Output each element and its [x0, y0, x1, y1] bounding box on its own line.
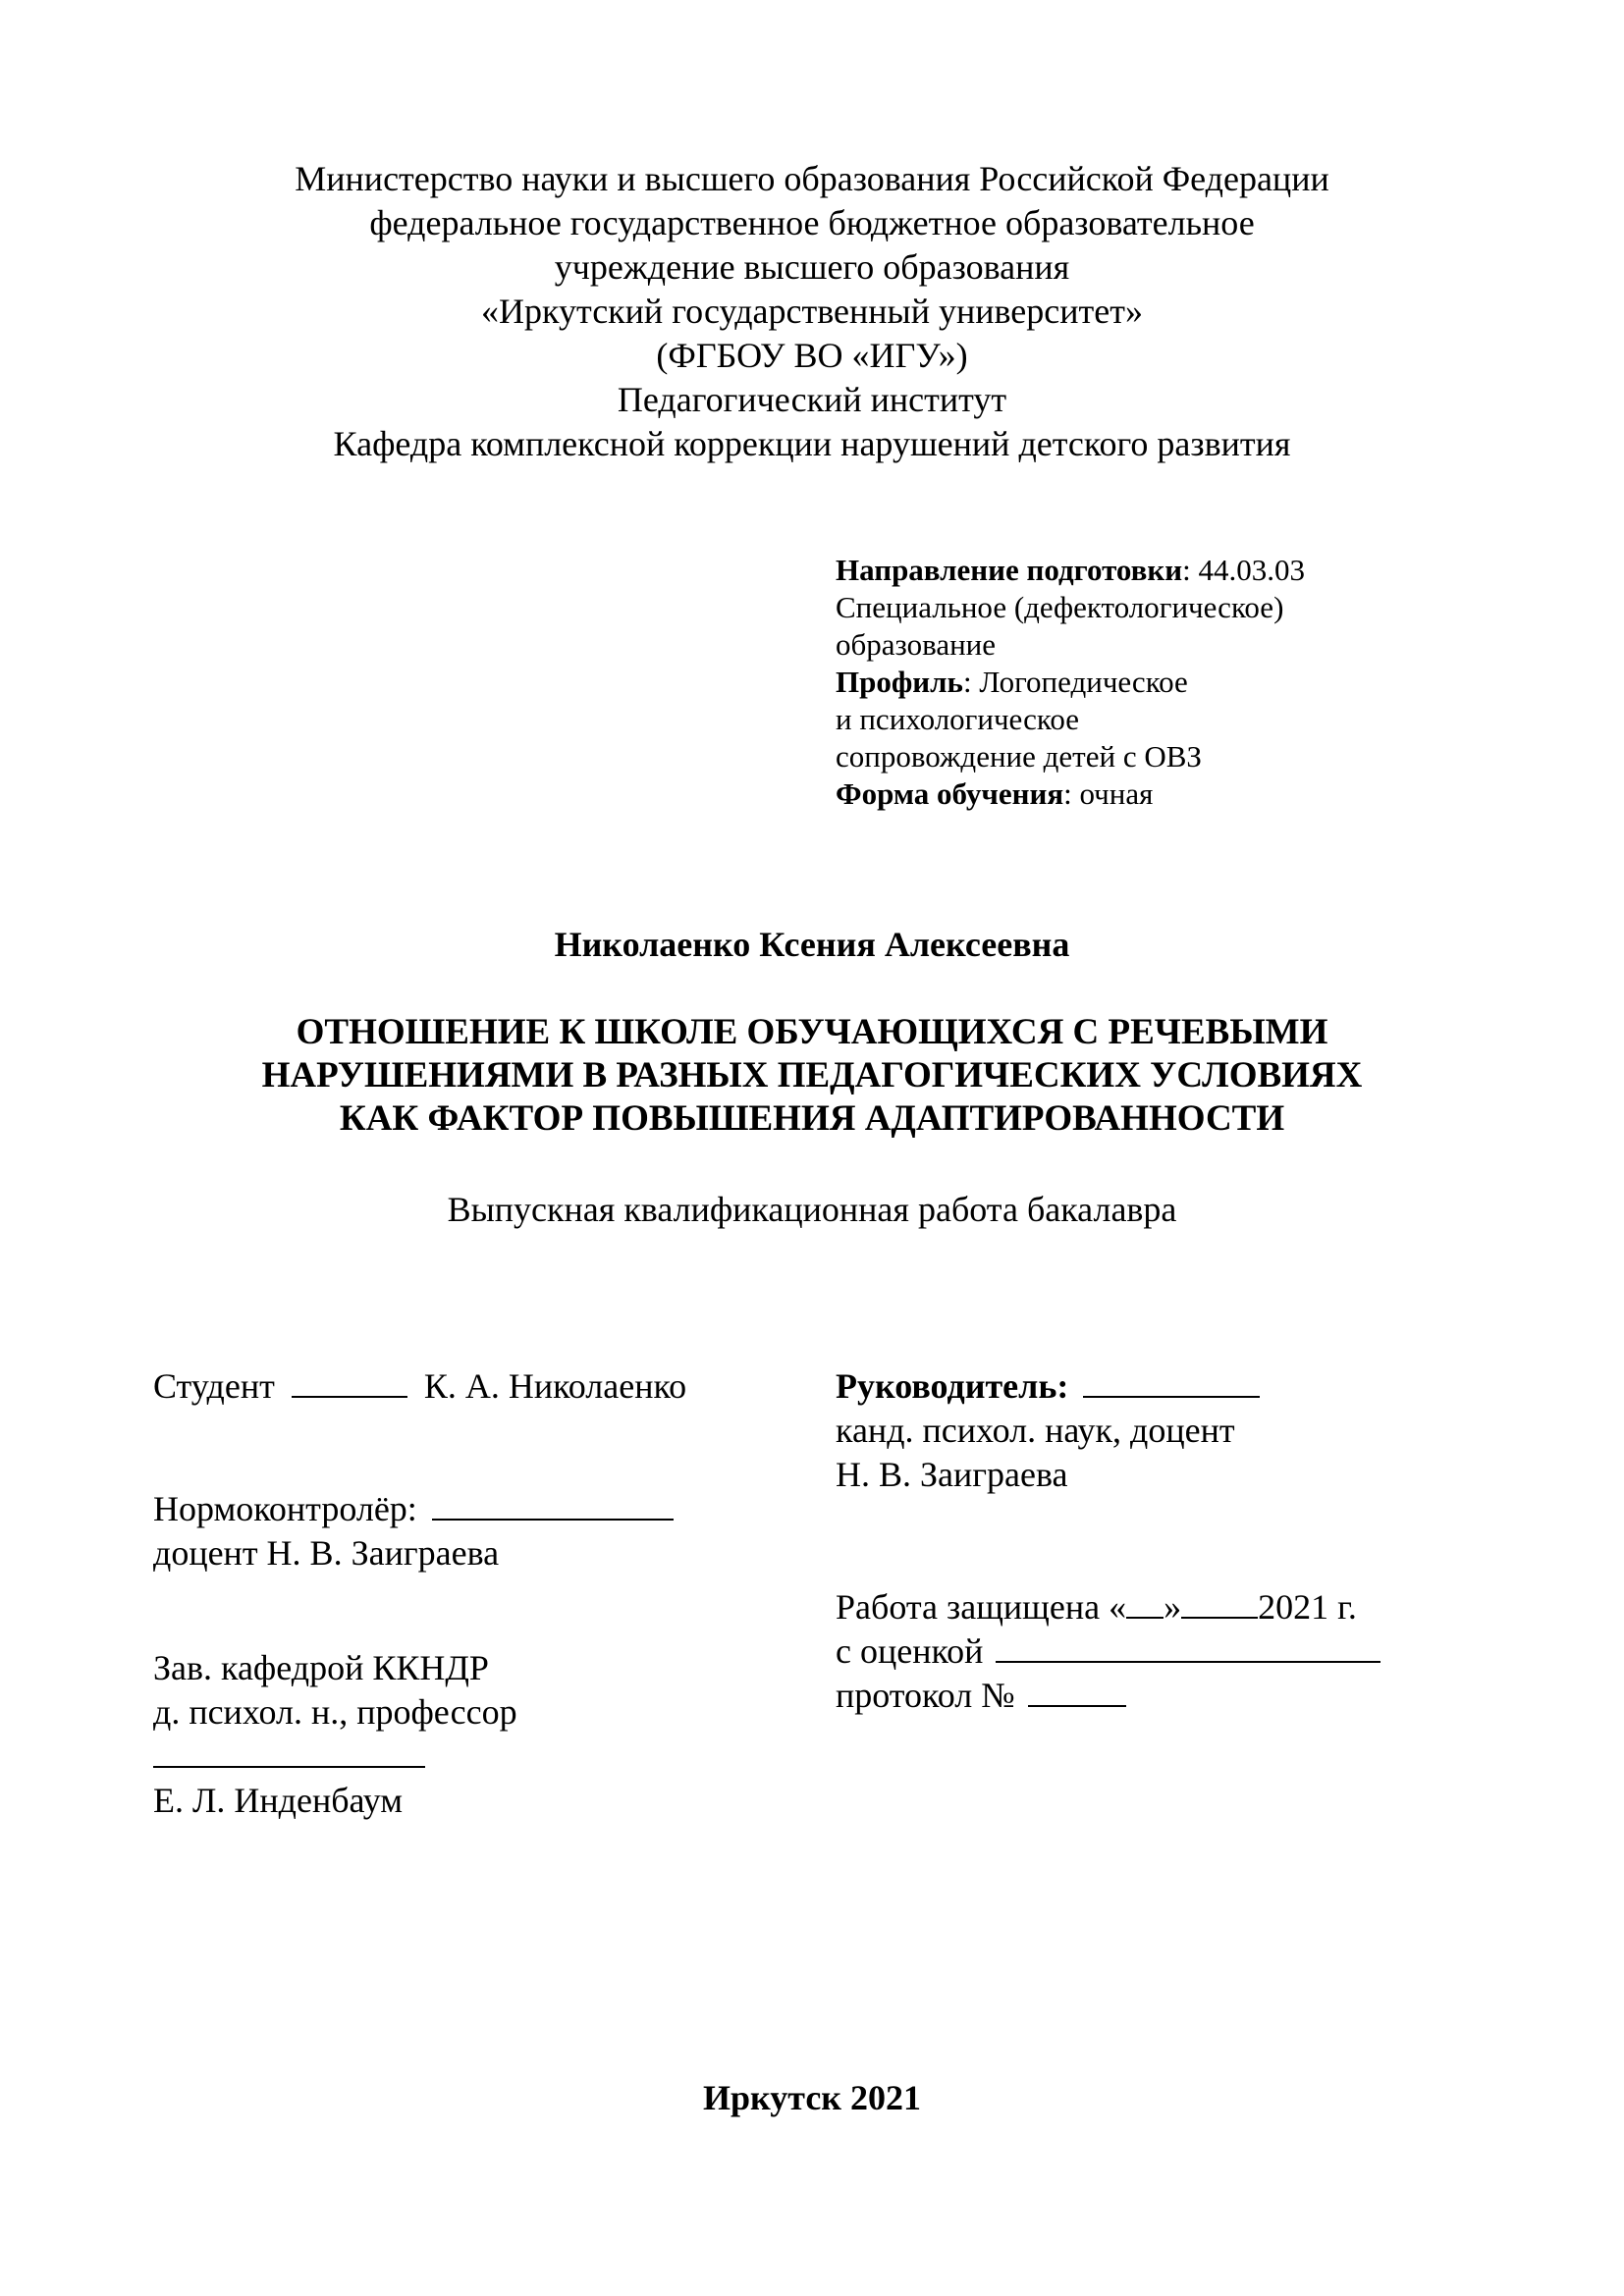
direction-name: образование	[836, 627, 997, 662]
grade-label: с оценкой	[836, 1631, 984, 1671]
header-line: Кафедра комплексной коррекции нарушений детского развития	[333, 424, 1291, 463]
direction-name: Специальное (дефектологическое)	[836, 590, 1284, 624]
form-label: Форма обучения	[836, 776, 1064, 811]
profile-value: : Логопедическое	[962, 665, 1188, 699]
work-type: Выпускная квалификационная работа бакалавра	[447, 1190, 1177, 1229]
defended-prefix: Работа защищена «	[836, 1587, 1127, 1627]
profile-label: Профиль	[836, 665, 963, 699]
supervisor-name: Н. В. Заиграева	[836, 1455, 1068, 1494]
defended-mid: »	[1164, 1587, 1182, 1627]
profile-value: сопровождение детей с ОВЗ	[836, 739, 1202, 774]
institution-header	[0, 157, 1624, 466]
head-signature-line	[153, 1736, 425, 1768]
profile-value: и психологическое	[836, 702, 1079, 736]
head-name: Е. Л. Инденбаум	[153, 1781, 404, 1820]
normocontrol-label: Нормоконтролёр:	[153, 1489, 417, 1528]
student-signature-line	[292, 1366, 407, 1398]
title-line: НАРУШЕНИЯМИ В РАЗНЫХ ПЕДАГОГИЧЕСКИХ УСЛОВИЯХ	[261, 1055, 1363, 1095]
header-line: федеральное государственное бюджетное образовательное	[369, 203, 1255, 242]
head-label: Зав. кафедрой ККНДР	[153, 1648, 489, 1687]
student-name: К. А. Николаенко	[423, 1366, 687, 1406]
normocontrol-name: доцент Н. В. Заиграева	[153, 1533, 500, 1573]
header-line: Педагогический институт	[617, 380, 1007, 419]
defended-day-line	[1126, 1587, 1164, 1619]
left-signature-block	[153, 1364, 782, 1823]
defended-month-line	[1181, 1587, 1258, 1619]
thesis-title	[0, 1011, 1624, 1141]
protocol-line	[1028, 1676, 1126, 1707]
defended-year: 2021 г.	[1258, 1587, 1357, 1627]
author-name: Николаенко Ксения Алексеевна	[554, 925, 1070, 964]
form-value: : очная	[1063, 776, 1154, 811]
head-degree: д. психол. н., профессор	[153, 1692, 517, 1732]
title-line: ОТНОШЕНИЕ К ШКОЛЕ ОБУЧАЮЩИХСЯ С РЕЧЕВЫМИ	[296, 1012, 1328, 1052]
header-line: (ФГБОУ ВО «ИГУ»)	[656, 336, 968, 375]
protocol-label: протокол №	[836, 1676, 1015, 1715]
header-line: учреждение высшего образования	[554, 247, 1070, 287]
header-line: «Иркутский государственный университет»	[481, 292, 1143, 331]
footer-city-year: Иркутск 2021	[702, 2078, 922, 2117]
direction-block	[836, 552, 1444, 813]
title-line: КАК ФАКТОР ПОВЫШЕНИЯ АДАПТИРОВАННОСТИ	[339, 1098, 1285, 1139]
supervisor-label: Руководитель:	[836, 1366, 1069, 1406]
supervisor-signature-line	[1083, 1366, 1260, 1398]
direction-code: : 44.03.03	[1182, 553, 1305, 587]
right-signature-block	[836, 1364, 1503, 1718]
student-label: Студент	[153, 1366, 275, 1406]
grade-line	[996, 1631, 1380, 1663]
normocontrol-signature-line	[432, 1489, 674, 1521]
direction-label: Направление подготовки	[836, 553, 1183, 587]
supervisor-degree: канд. психол. наук, доцент	[836, 1411, 1235, 1450]
header-line: Министерство науки и высшего образования Российской Федерации	[295, 159, 1329, 198]
